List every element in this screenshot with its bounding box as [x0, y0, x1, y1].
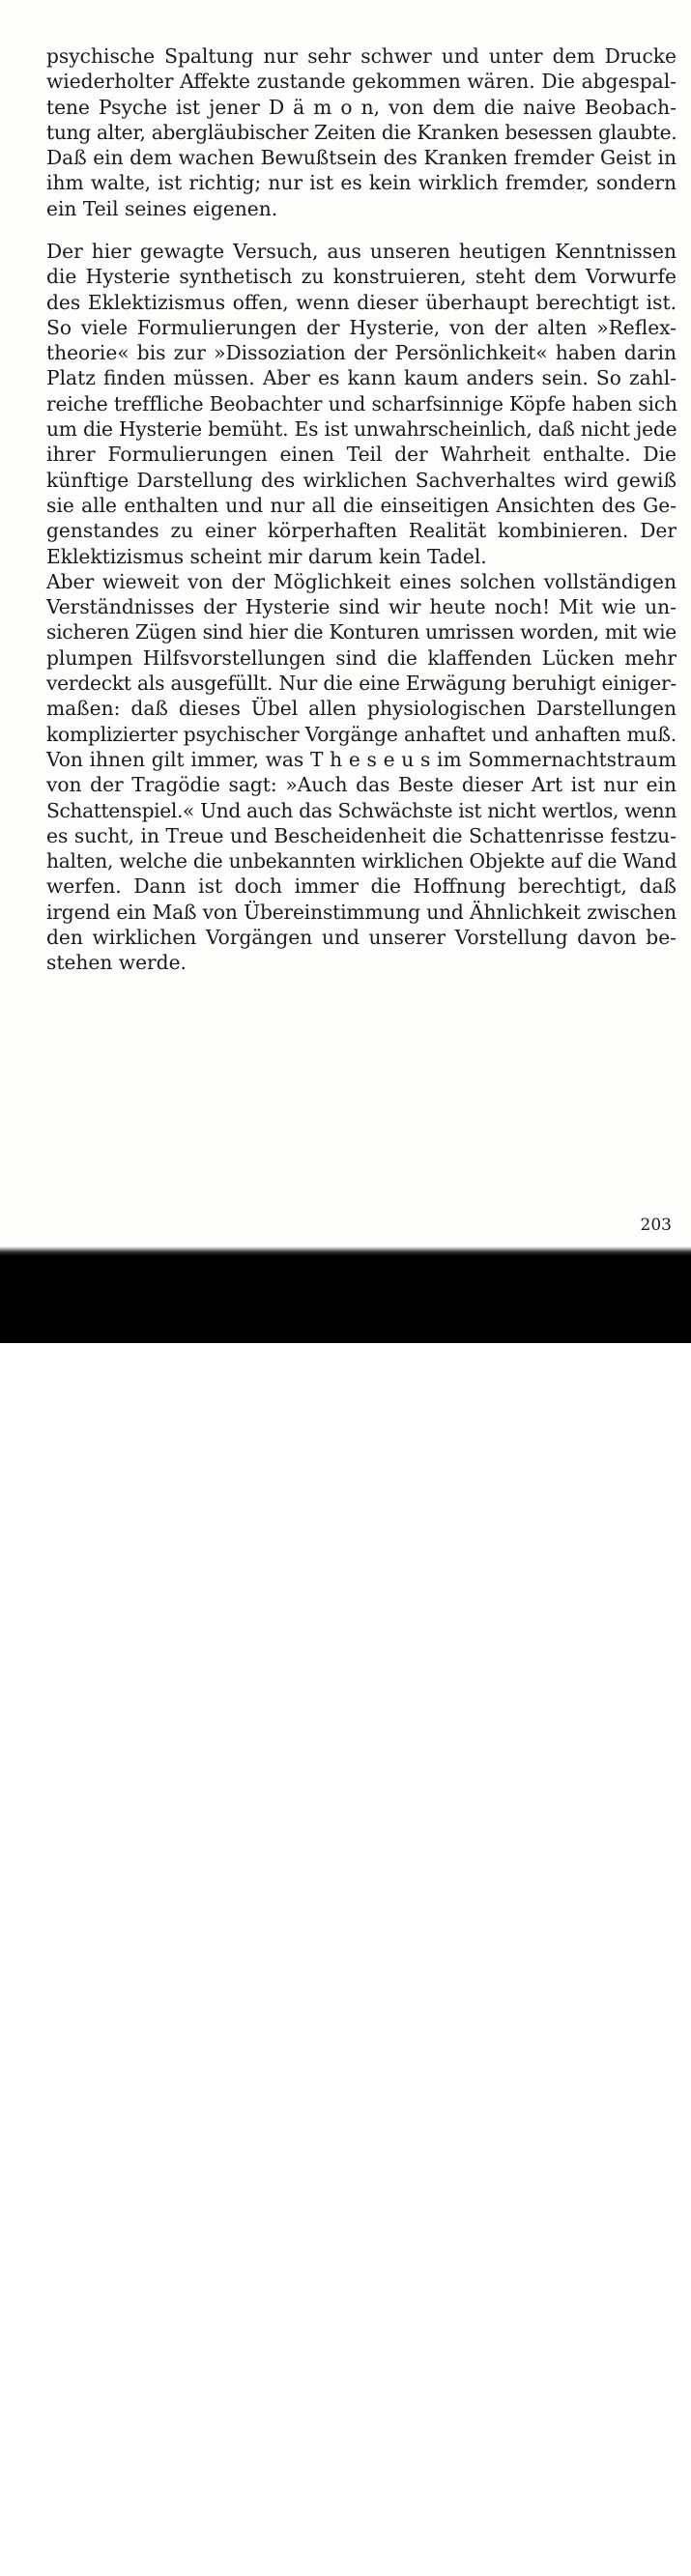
text-line: verdeckt als ausgefüllt. Nur die eine Erwägung beruhigt einiger- — [46, 672, 677, 696]
text-line: sie alle enthalten und nur all die einseitigen Ansichten des Ge- — [46, 493, 677, 517]
text-line: werfen. Dann ist doch immer die Hoffnung berechtigt, daß — [46, 874, 677, 899]
text-line: des Eklektizismus offen, wenn dieser überhaupt berechtigt ist. — [46, 290, 677, 314]
text-line: die Hysterie synthetisch zu konstruieren, steht dem Vorwurfe — [46, 265, 677, 289]
text-line: genstandes zu einer körperhaften Realität kombinieren. Der — [46, 519, 677, 543]
text-line: Verständnisses der Hysterie sind wir heute noch! Mit wie un- — [46, 595, 677, 619]
text-line: Daß ein dem wachen Bewußtsein des Kranken fremder Geist in — [46, 146, 677, 170]
book-page — [0, 0, 691, 1256]
text-line: künftige Darstellung des wirklichen Sachverhaltes wird gewiß — [46, 468, 677, 492]
text-line: Der hier gewagte Versuch, aus unseren heutigen Kenntnissen — [46, 240, 677, 263]
text-line: ihrer Formulierungen einen Teil der Wahrheit enthalte. Die — [46, 443, 677, 467]
site-url: www.alamy.com — [567, 2559, 672, 2575]
text-line: reiche treffliche Beobachter und scharfsinnige Köpfe haben sich — [46, 391, 677, 415]
text-line: irgend ein Maß von Übereinstimmung und Ähnlichkeit zwischen — [46, 900, 677, 924]
text-line: Aber wieweit von der Möglichkeit eines solchen vollständigen — [46, 569, 677, 593]
text-line: maßen: daß dieses Übel allen physiologischen Darstellungen — [46, 697, 677, 721]
text-line: stehen werde. — [46, 951, 187, 975]
paragraph-1 — [46, 43, 677, 221]
text-line: sicheren Zügen sind hier die Konturen umrissen worden, mit wie — [46, 620, 677, 644]
text-line: wiederholter Affekte zustande gekommen wären. Die abgespal- — [46, 70, 677, 94]
text-line: komplizierter psychischer Vorgänge anhaftet und anhaften muß. — [46, 722, 677, 746]
text-line: ihm walte, ist richtig; nur ist es kein wirklich fremder, sondern — [46, 171, 677, 195]
text-line: halten, welche die unbekannten wirklichen Objekte auf die Wand — [46, 849, 677, 873]
image-id: P8TC9H — [616, 2532, 672, 2548]
text-line: Schattenspiel.« Und auch das Schwächste ist nicht wertlos, wenn — [46, 798, 677, 822]
text-line: psychische Spaltung nur sehr schwer und unter dem Drucke — [46, 44, 677, 68]
page-number: 203 — [640, 1216, 672, 1235]
text-line: plumpen Hilfsvorstellungen sind die klaffenden Lücken mehr — [46, 645, 677, 670]
text-line: den wirklichen Vorgängen und unserer Vorstellung davon be- — [46, 926, 677, 950]
paragraph-2 — [46, 239, 677, 976]
text-line: es sucht, in Treue und Bescheidenheit die Schattenrisse festzu- — [46, 823, 677, 847]
text-line: So viele Formulierungen der Hysterie, von der alten »Reflex- — [46, 315, 677, 339]
text-line: tung alter, abergläubischer Zeiten die Kranken besessen glaubte. — [46, 120, 677, 144]
text-line: Von ihnen gilt immer, was T h e s e u s im Sommernachtstraum — [46, 747, 677, 771]
page-bottom-edge — [0, 1246, 691, 1256]
text-line: um die Hysterie bemüht. Es ist unwahrscheinlich, daß nicht jede — [46, 417, 677, 442]
watermark-bar — [0, 1256, 691, 2575]
alamy-logo: alamy — [26, 2521, 154, 2572]
text-line: theorie« bis zur »Dissoziation der Persönlichkeit« haben darin — [46, 341, 677, 365]
text-line: Eklektizismus scheint mir darum kein Tadel. — [46, 544, 487, 568]
text-line: von der Tragödie sagt: »Auch das Beste dieser Art ist nur ein — [46, 773, 677, 797]
text-line: ein Teil seines eigenen. — [46, 196, 278, 220]
text-line: Platz finden müssen. Aber es kann kaum anders sein. So zahl- — [46, 366, 677, 390]
text-line: tene Psyche ist jener D ä m o n, von dem die naive Beobach- — [46, 95, 677, 119]
